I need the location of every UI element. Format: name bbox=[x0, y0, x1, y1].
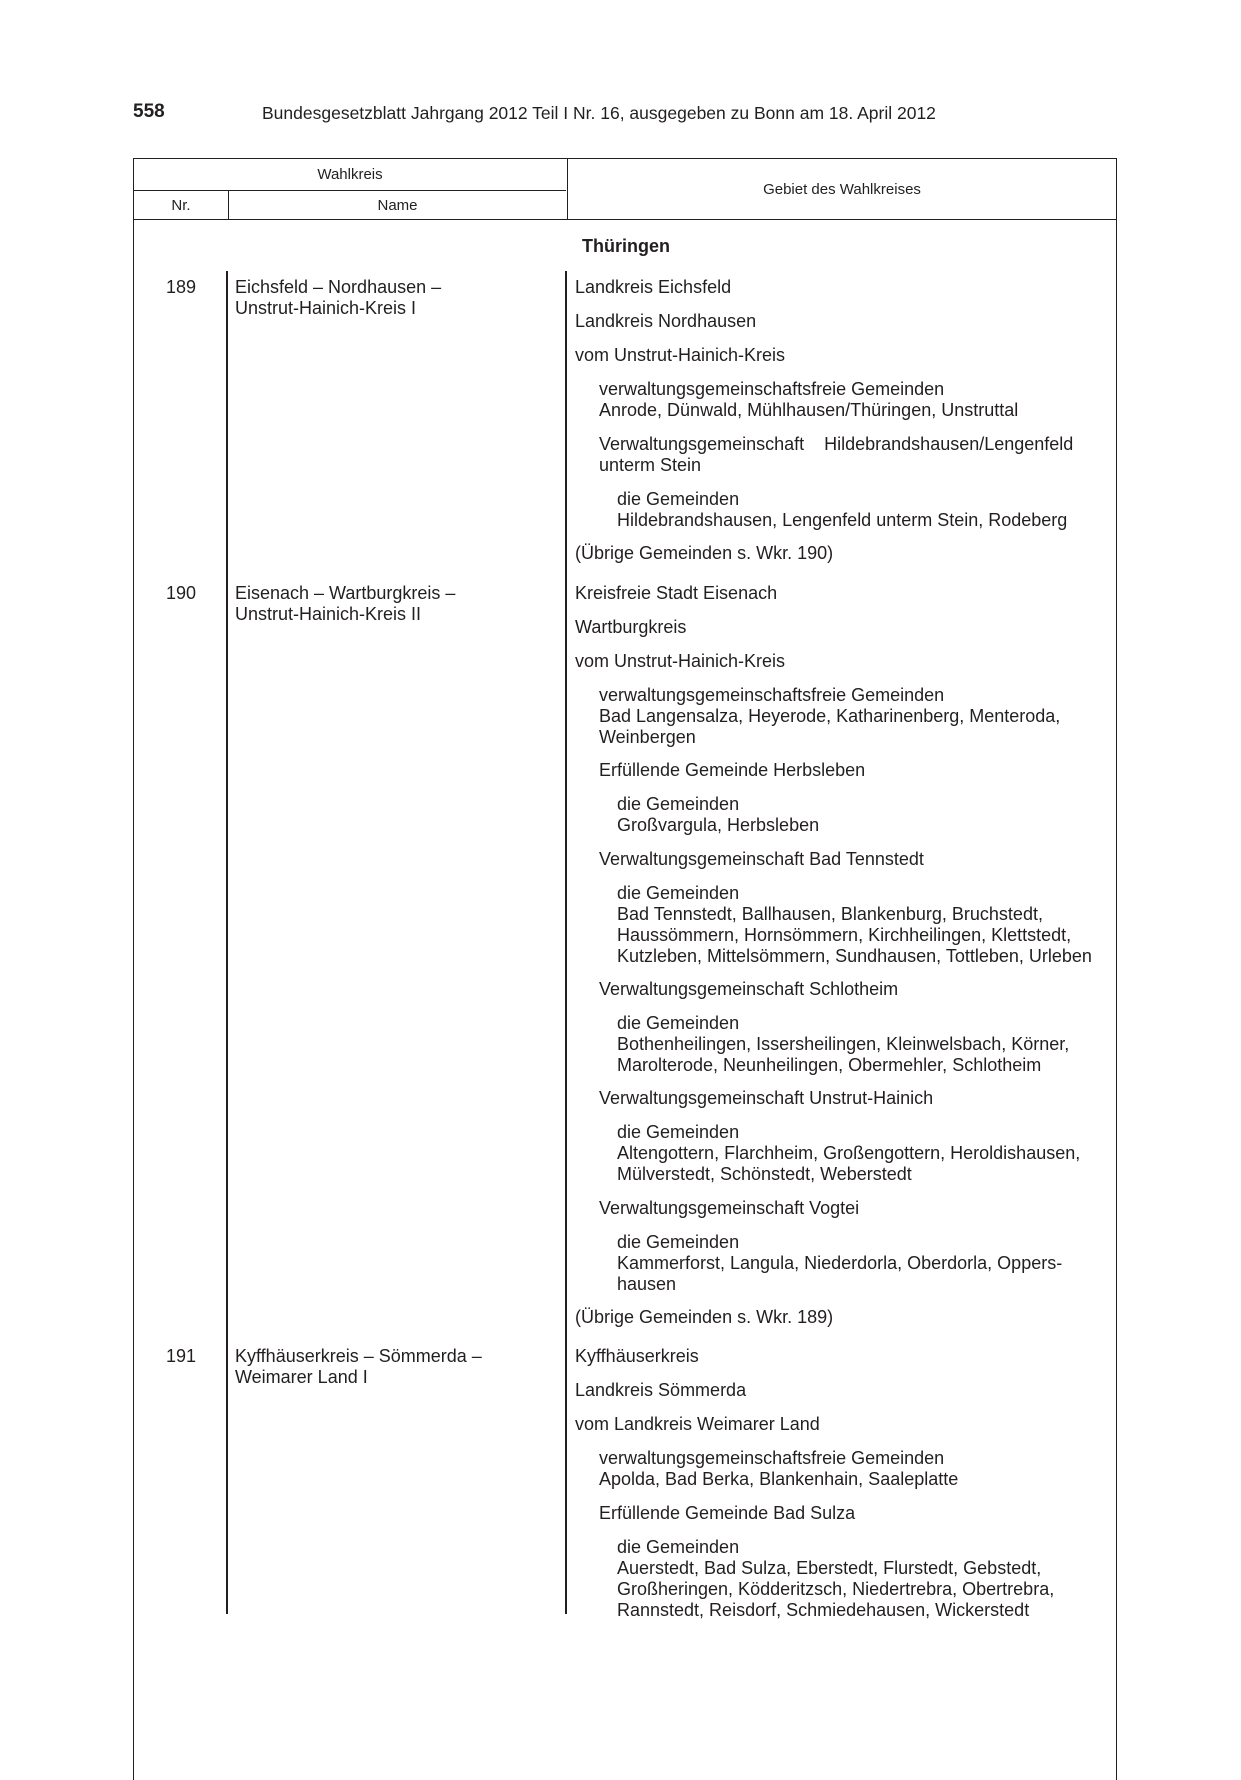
area-line: Kammerforst, Langula, Niederdorla, Oberdorla, Oppers- bbox=[617, 1253, 1063, 1273]
area-entry bbox=[575, 1380, 1113, 1401]
column-divider-name bbox=[226, 271, 228, 1614]
district-name bbox=[235, 277, 441, 319]
area-line: die Gemeinden bbox=[617, 1537, 740, 1557]
area-entry bbox=[599, 849, 1113, 870]
header-wahlkreis: Wahlkreis bbox=[134, 159, 566, 191]
district-name-line: Weimarer Land I bbox=[235, 1367, 368, 1387]
district-name-line: Unstrut-Hainich-Kreis II bbox=[235, 604, 422, 624]
area-entry bbox=[575, 311, 1113, 332]
area-entry bbox=[599, 1088, 1113, 1109]
area-entry bbox=[617, 794, 1113, 836]
area-line: vom Landkreis Weimarer Land bbox=[575, 1414, 820, 1434]
area-entry bbox=[599, 1198, 1113, 1219]
area-line: Kyffhäuserkreis bbox=[575, 1346, 699, 1366]
area-entry bbox=[575, 651, 1113, 672]
district-name-line: Eichsfeld – Nordhausen – bbox=[235, 277, 442, 297]
area-entry bbox=[575, 1346, 1113, 1367]
header-nr: Nr. bbox=[134, 191, 229, 219]
area-line: Weinbergen bbox=[599, 727, 696, 747]
district-nr: 190 bbox=[166, 583, 197, 603]
area-entry bbox=[599, 1448, 1113, 1490]
area-line: Bad Tennstedt, Ballhausen, Blankenburg, Bruchstedt, bbox=[617, 904, 1043, 924]
area-line: Erfüllende Gemeinde Bad Sulza bbox=[599, 1503, 856, 1523]
area-entry bbox=[575, 345, 1113, 366]
area-line: die Gemeinden bbox=[617, 489, 740, 509]
area-entry bbox=[599, 760, 1113, 781]
running-head: Bundesgesetzblatt Jahrgang 2012 Teil I Nr. 16, ausgegeben zu Bonn am 18. April 2012 bbox=[262, 103, 936, 123]
area-line: Landkreis Eichsfeld bbox=[575, 277, 732, 297]
area-entry bbox=[599, 434, 1113, 476]
area-entry bbox=[599, 979, 1113, 1000]
area-line: Rannstedt, Reisdorf, Schmiedehausen, Wickerstedt bbox=[617, 1600, 1030, 1620]
area-line: hausen bbox=[617, 1274, 677, 1294]
area-entry bbox=[617, 1537, 1113, 1621]
district-name-line: Eisenach – Wartburgkreis – bbox=[235, 583, 456, 603]
column-divider-area bbox=[565, 271, 567, 1614]
area-entry bbox=[617, 1232, 1113, 1295]
district-name-line: Kyffhäuserkreis – Sömmerda – bbox=[235, 1346, 482, 1366]
area-line: (Übrige Gemeinden s. Wkr. 189) bbox=[575, 1307, 834, 1327]
area-entry bbox=[617, 489, 1113, 531]
area-line: Anrode, Dünwald, Mühlhausen/Thüringen, Unstruttal bbox=[599, 400, 1019, 420]
district-name bbox=[235, 1346, 482, 1388]
area-entry bbox=[575, 583, 1113, 604]
area-line: Auerstedt, Bad Sulza, Eberstedt, Flurstedt, Gebstedt, bbox=[617, 1558, 1042, 1578]
area-line: Mülverstedt, Schönstedt, Weberstedt bbox=[617, 1164, 912, 1184]
area-line: Bothenheilingen, Issersheilingen, Kleinwelsbach, Körner, bbox=[617, 1034, 1070, 1054]
area-entry bbox=[617, 1013, 1113, 1076]
area-entry bbox=[575, 1414, 1113, 1435]
area-line: die Gemeinden bbox=[617, 1013, 740, 1033]
area-line: Kutzleben, Mittelsömmern, Sundhausen, Tottleben, Urleben bbox=[617, 946, 1092, 966]
district-nr: 191 bbox=[166, 1346, 197, 1366]
area-entry bbox=[599, 1503, 1113, 1524]
area-line: Verwaltungsgemeinschaft Schlotheim bbox=[599, 979, 899, 999]
table-header bbox=[134, 159, 1116, 220]
area-entry bbox=[599, 685, 1113, 748]
area-entry bbox=[575, 277, 1113, 298]
area-line: Wartburgkreis bbox=[575, 617, 687, 637]
area-line: Apolda, Bad Berka, Blankenhain, Saaleplatte bbox=[599, 1469, 959, 1489]
district-nr: 189 bbox=[166, 277, 197, 297]
area-line: Erfüllende Gemeinde Herbsleben bbox=[599, 760, 866, 780]
area-line: Verwaltungsgemeinschaft Hildebrandshausen/Lengenfeld bbox=[599, 434, 1074, 454]
area-line: verwaltungsgemeinschaftsfreie Gemeinden bbox=[599, 379, 945, 399]
area-line: Hildebrandshausen, Lengenfeld unterm Stein, Rodeberg bbox=[617, 510, 1068, 530]
area-line: Verwaltungsgemeinschaft Bad Tennstedt bbox=[599, 849, 924, 869]
area-line: vom Unstrut-Hainich-Kreis bbox=[575, 651, 786, 671]
area-line: unterm Stein bbox=[599, 455, 702, 475]
area-entry bbox=[599, 379, 1113, 421]
area-line: verwaltungsgemeinschaftsfreie Gemeinden bbox=[599, 1448, 945, 1468]
area-line: Kreisfreie Stadt Eisenach bbox=[575, 583, 778, 603]
header-gebiet: Gebiet des Wahlkreises bbox=[567, 159, 1116, 219]
area-entry bbox=[575, 1307, 1113, 1328]
area-line: Haussömmern, Hornsömmern, Kirchheilingen, Klettstedt, bbox=[617, 925, 1072, 945]
area-line: Verwaltungsgemeinschaft Vogtei bbox=[599, 1198, 860, 1218]
area-line: Landkreis Nordhausen bbox=[575, 311, 757, 331]
area-line: (Übrige Gemeinden s. Wkr. 190) bbox=[575, 543, 834, 563]
header-name: Name bbox=[377, 197, 418, 214]
area-line: Verwaltungsgemeinschaft Unstrut-Hainich bbox=[599, 1088, 934, 1108]
area-line: Bad Langensalza, Heyerode, Katharinenberg, Menteroda, bbox=[599, 706, 1061, 726]
area-line: die Gemeinden bbox=[617, 883, 740, 903]
area-entry bbox=[575, 543, 1113, 564]
page-number: 558 bbox=[133, 101, 165, 122]
area-line: die Gemeinden bbox=[617, 794, 740, 814]
area-line: Landkreis Sömmerda bbox=[575, 1380, 747, 1400]
area-line: Marolterode, Neunheilingen, Obermehler, Schlotheim bbox=[617, 1055, 1042, 1075]
district-name bbox=[235, 583, 455, 625]
area-line: Großheringen, Ködderitzsch, Niedertrebra, Obertrebra, bbox=[617, 1579, 1055, 1599]
area-line: die Gemeinden bbox=[617, 1232, 740, 1252]
area-line: die Gemeinden bbox=[617, 1122, 740, 1142]
area-line: vom Unstrut-Hainich-Kreis bbox=[575, 345, 786, 365]
area-entry bbox=[617, 883, 1113, 967]
area-entry bbox=[575, 617, 1113, 638]
area-entry bbox=[617, 1122, 1113, 1185]
area-line: Altengottern, Flarchheim, Großengottern, Heroldishausen, bbox=[617, 1143, 1081, 1163]
area-line: verwaltungsgemeinschaftsfreie Gemeinden bbox=[599, 685, 945, 705]
district-name-line: Unstrut-Hainich-Kreis I bbox=[235, 298, 417, 318]
state-heading: Thüringen bbox=[582, 236, 670, 256]
area-line: Großvargula, Herbsleben bbox=[617, 815, 820, 835]
